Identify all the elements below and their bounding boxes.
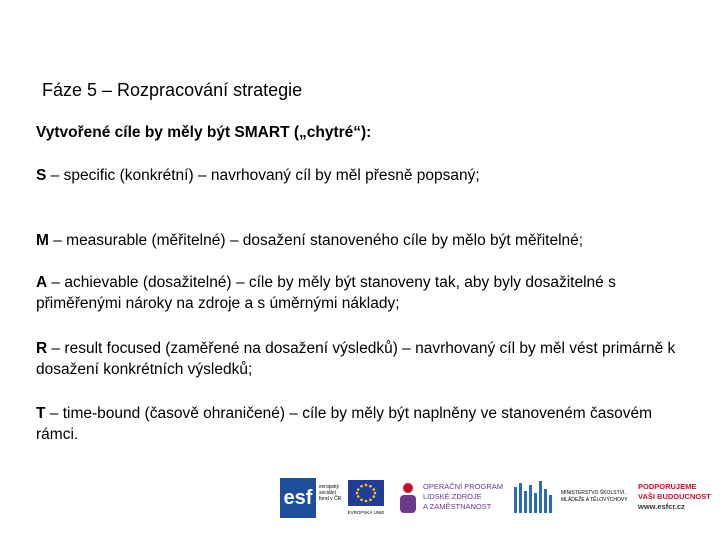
msmt-text — [561, 490, 628, 504]
item-text: – result focused (zaměřené na dosažení výsledků) – navrhovaný cíl by měl vést primárně k dosažení konkrétních výsledků; — [36, 340, 676, 378]
msmt-logo — [514, 476, 632, 520]
item-letter: S — [36, 167, 47, 184]
msmt-bars-icon — [514, 481, 556, 515]
op-lzz-logo — [396, 476, 508, 520]
smart-item-r — [36, 338, 696, 380]
eu-logo — [346, 476, 386, 520]
slide-title: Fáze 5 – Rozpracování strategie — [42, 80, 303, 100]
support-line1: PODPORUJEME — [638, 482, 697, 491]
support-url: www.esfcr.cz — [638, 502, 685, 511]
item-letter: A — [36, 274, 48, 291]
people-icon — [396, 481, 420, 515]
support-logo — [638, 476, 716, 520]
intro-heading: Vytvořené cíle by měly být SMART („chytré“): — [36, 124, 372, 141]
footer-logos — [0, 476, 720, 520]
smart-item-a — [36, 272, 696, 314]
item-text: – specific (konkrétní) – navrhovaný cíl by měl přesně popsaný; — [46, 167, 480, 184]
item-text: – achievable (dosažitelné) – cíle by měly být stanoveny tak, aby byly dosažitelné s přiměřenými nároky na zdroje a s úměrnými náklady; — [36, 274, 616, 312]
item-letter: R — [36, 340, 48, 357]
support-text — [638, 482, 711, 512]
msmt-line1: MINISTERSTVO ŠKOLSTVÍ, — [561, 490, 626, 496]
eu-caption: EVROPSKÁ UNIE — [347, 510, 385, 515]
msmt-line2: MLÁDEŽE A TĚLOVÝCHOVY — [561, 497, 628, 503]
support-line2: VAŠI BUDOUCNOST — [638, 492, 711, 501]
item-letter: T — [36, 405, 46, 422]
esf-logo — [280, 476, 346, 520]
eu-flag-icon — [348, 480, 384, 506]
op-line3: A ZAMĚSTNANOST — [423, 502, 492, 511]
esf-caption: evropský sociální fond v ČR — [319, 484, 342, 502]
op-lzz-text — [423, 482, 503, 512]
smart-item-s — [36, 165, 696, 186]
item-text: – time-bound (časově ohraničené) – cíle by měly být naplněny ve stanoveném časovém rámci. — [36, 405, 653, 443]
op-line1: OPERAČNÍ PROGRAM — [423, 482, 504, 491]
op-line2: LIDSKÉ ZDROJE — [423, 492, 482, 501]
esf-logo-mark: esf — [280, 478, 316, 518]
smart-item-m — [36, 230, 696, 251]
item-text: – measurable (měřitelné) – dosažení stanoveného cíle by mělo být měřitelné; — [48, 232, 584, 249]
smart-item-t — [36, 403, 696, 445]
item-letter: M — [36, 232, 49, 249]
